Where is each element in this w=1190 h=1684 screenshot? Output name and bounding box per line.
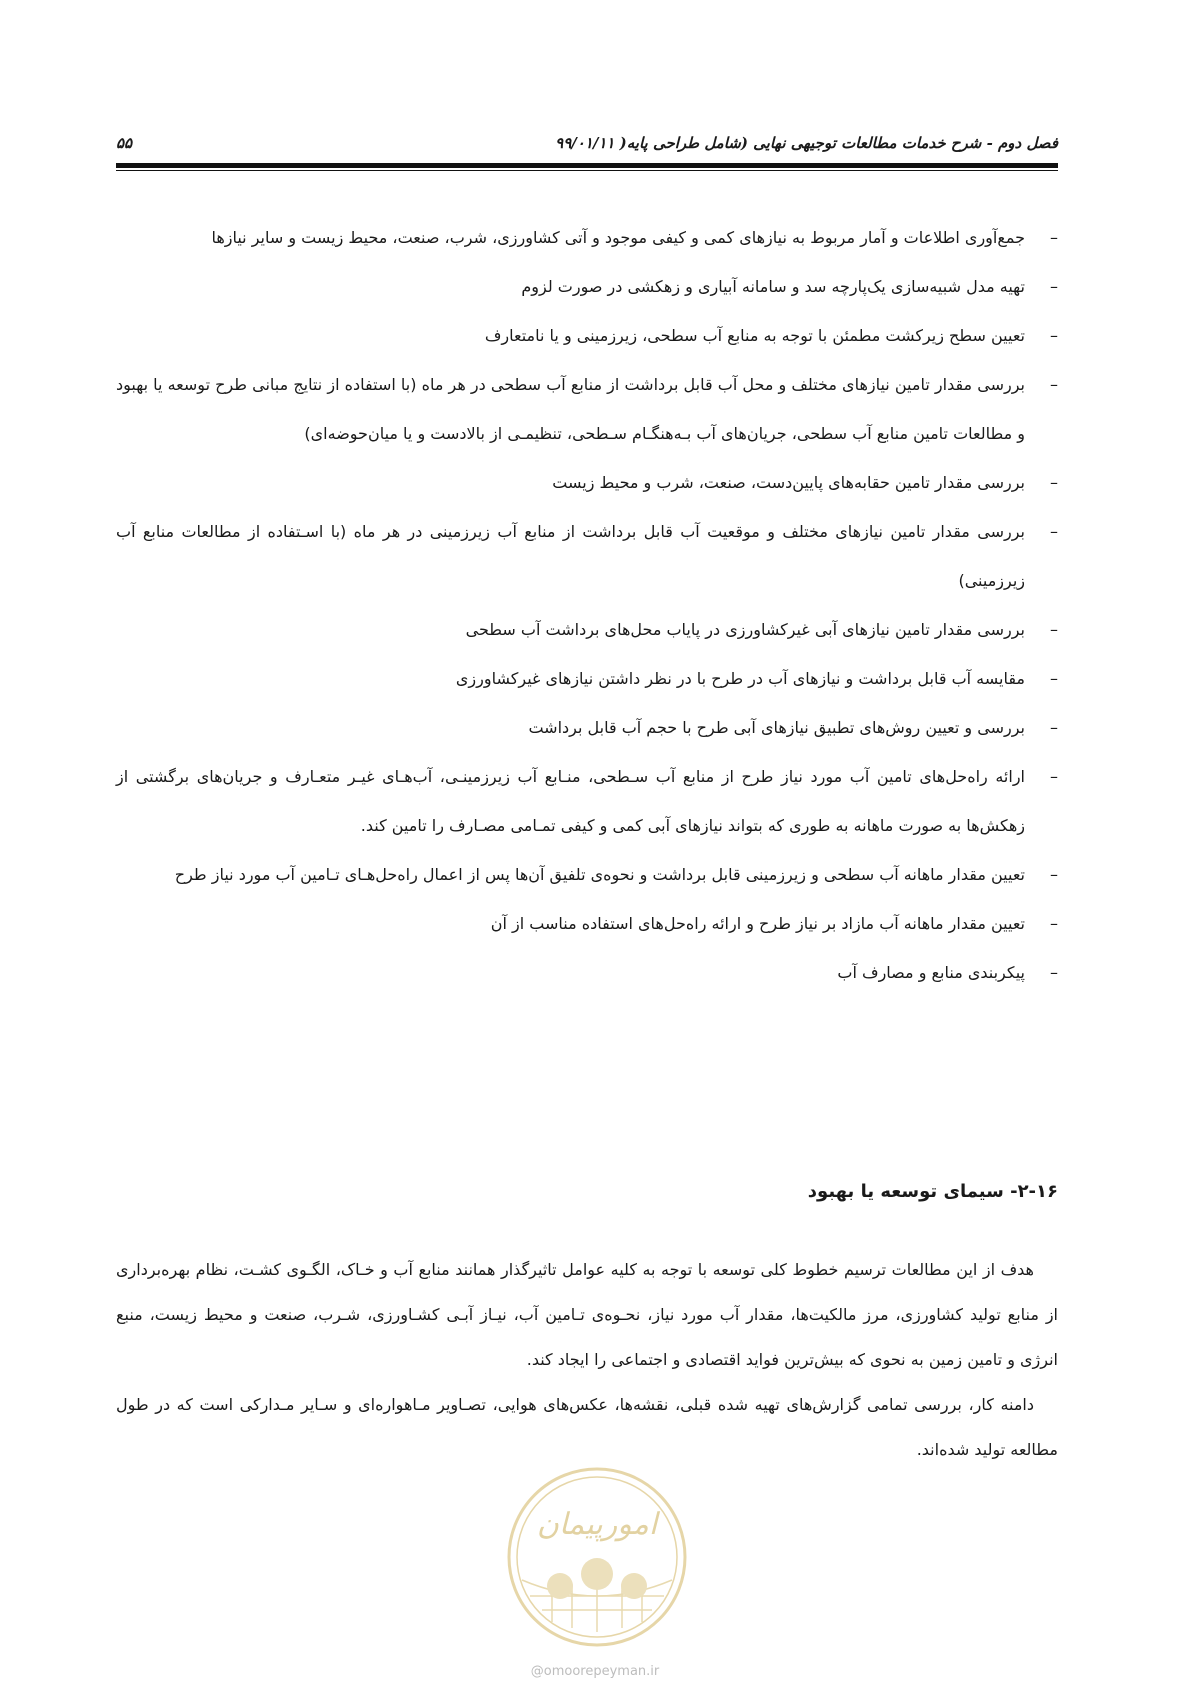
bullet-item — [116, 360, 1058, 458]
bullet-dash: – — [1050, 326, 1058, 345]
bullet-item — [116, 752, 1058, 850]
bullet-dash: – — [1050, 914, 1058, 933]
bullet-item — [116, 899, 1058, 948]
bullet-dash: – — [1050, 865, 1058, 884]
bullet-dash: – — [1050, 669, 1058, 688]
bullet-dash: – — [1050, 522, 1058, 541]
bullet-text: بررسی مقدار تامین نیازهای آبی غیرکشاورزی در پایاب محل‌های برداشت آب سطحی — [465, 620, 1025, 639]
bullet-text: جمع‌آوری اطلاعات و آمار مربوط به نیازهای کمی و کیفی موجود و آتی کشاورزی، شرب، صنعت، محیط زیست و سایر نیازها — [211, 228, 1025, 247]
chapter-title: فصل دوم - شرح خدمات مطالعات توجیهی نهایی (شامل طراحی پایه( ۹۹/۰۱/۱۱ — [555, 134, 1058, 152]
watermark-website: @omoorepeyman.ir — [530, 1664, 660, 1679]
bullet-text: تعیین سطح زیرکشت مطمئن با توجه به منابع آب سطحی، زیرزمینی و یا نامتعارف — [484, 326, 1025, 345]
bullet-dash: – — [1050, 277, 1058, 296]
bullet-text: مقایسه آب قابل برداشت و نیازهای آب در طرح با در نظر داشتن نیازهای غیرکشاورزی — [455, 669, 1025, 688]
bullet-dash: – — [1050, 718, 1058, 737]
bullet-text: تعیین مقدار ماهانه آب سطحی و زیرزمینی قابل برداشت و نحوه‌ی تلفیق آن‌ها پس از اعمال راه‌حل‌هـای تـامین آب مورد نیاز طرح — [174, 865, 1025, 884]
bullet-text: بررسی مقدار تامین نیازهای مختلف و موقعیت آب قابل برداشت از منابع آب زیرزمینی در هر ماه (با اسـتفاده از مطالعات منابع آب زیرزمینی) — [116, 522, 1025, 590]
bullet-item — [116, 213, 1058, 262]
bullet-text: تعیین مقدار ماهانه آب مازاد بر نیاز طرح و ارائه راه‌حل‌های استفاده مناسب از آن — [490, 914, 1025, 933]
page-header — [116, 118, 1058, 152]
watermark-stamp-text: امورپیمان — [536, 1507, 658, 1542]
bullet-item — [116, 311, 1058, 360]
bullet-list — [116, 213, 1058, 997]
bullet-dash: – — [1050, 620, 1058, 639]
body-paragraph: دامنه کار، بررسی تمامی گزارش‌های تهیه شده قبلی، نقشه‌ها، عکس‌های هوایی، تصـاویر مـاهواره‌ای و سـایر مـدارکی است که در طول مطالعه تولید شده‌اند. — [116, 1395, 1058, 1459]
body-paragraph: هدف از این مطالعات ترسیم خطوط کلی توسعه با توجه به کلیه عوامل تاثیرگذار همانند منابع آب و خـاک، الگـوی کشـت، نظام بهره‌برداری از منابع تولید کشاورزی، مرز مالکیت‌ها، مقدار آب مورد نیاز، نحـوه‌ی تـامین آب، نیـاز آبـی کشـاورزی، شـرب، صنعت و محیط زیست، منبع انرژی و تامین زمین به نحوی که بیش‌ترین فواید اقتصادی و اجتماعی را ایجاد کند. — [116, 1260, 1058, 1369]
bullet-dash: – — [1050, 375, 1058, 394]
bullet-item — [116, 507, 1058, 605]
header-rule-thick — [116, 163, 1058, 168]
bullet-item — [116, 458, 1058, 507]
bullet-dash: – — [1050, 767, 1058, 786]
bullet-dash: – — [1050, 963, 1058, 982]
bullet-text: بررسی مقدار تامین نیازهای مختلف و محل آب قابل برداشت از منابع آب سطحی در هر ماه (با استفاده از نتایج مبانی طرح توسعه یا بهبود و مطالعات تامین منابع آب سطحی، جریان‌های آب بـه‌هنگـام سـطحی، تنظیمـی از بالادست و یا میان‌حوضه‌ای) — [116, 375, 1025, 443]
bullet-text: ارائه راه‌حل‌های تامین آب مورد نیاز طرح از منابع آب سـطحی، منـابع آب زیرزمینـی، آب‌هـای غیـر متعـارف و جریان‌های برگشتی از زهکش‌ها به صورت ماهانه به طوری که بتواند نیازهای آبی کمی و کیفی تمـامی مصـارف را تامین کند. — [116, 767, 1025, 835]
watermark-stamp-logo — [502, 1462, 692, 1652]
bullet-text: بررسی و تعیین روش‌های تطبیق نیازهای آبی طرح با حجم آب قابل برداشت — [528, 718, 1025, 737]
bullet-text: بررسی مقدار تامین حقابه‌های پایین‌دست، صنعت، شرب و محیط زیست — [552, 473, 1025, 492]
bullet-item — [116, 605, 1058, 654]
header-rule-thin — [116, 170, 1058, 171]
section-heading: ۲-۱۶- سیمای توسعه یا بهبود — [807, 1181, 1058, 1202]
bullet-item — [116, 948, 1058, 997]
bullet-text: تهیه مدل شبیه‌سازی یک‌پارچه سد و سامانه آبیاری و زهکشی در صورت لزوم — [521, 277, 1025, 296]
bullet-item — [116, 850, 1058, 899]
bullet-item — [116, 654, 1058, 703]
bullet-item — [116, 703, 1058, 752]
page-number: ۵۵ — [116, 134, 133, 152]
bullet-text: پیکربندی منابع و مصارف آب — [837, 963, 1025, 982]
bullet-item — [116, 262, 1058, 311]
bullet-dash: – — [1050, 228, 1058, 247]
bullet-dash: – — [1050, 473, 1058, 492]
